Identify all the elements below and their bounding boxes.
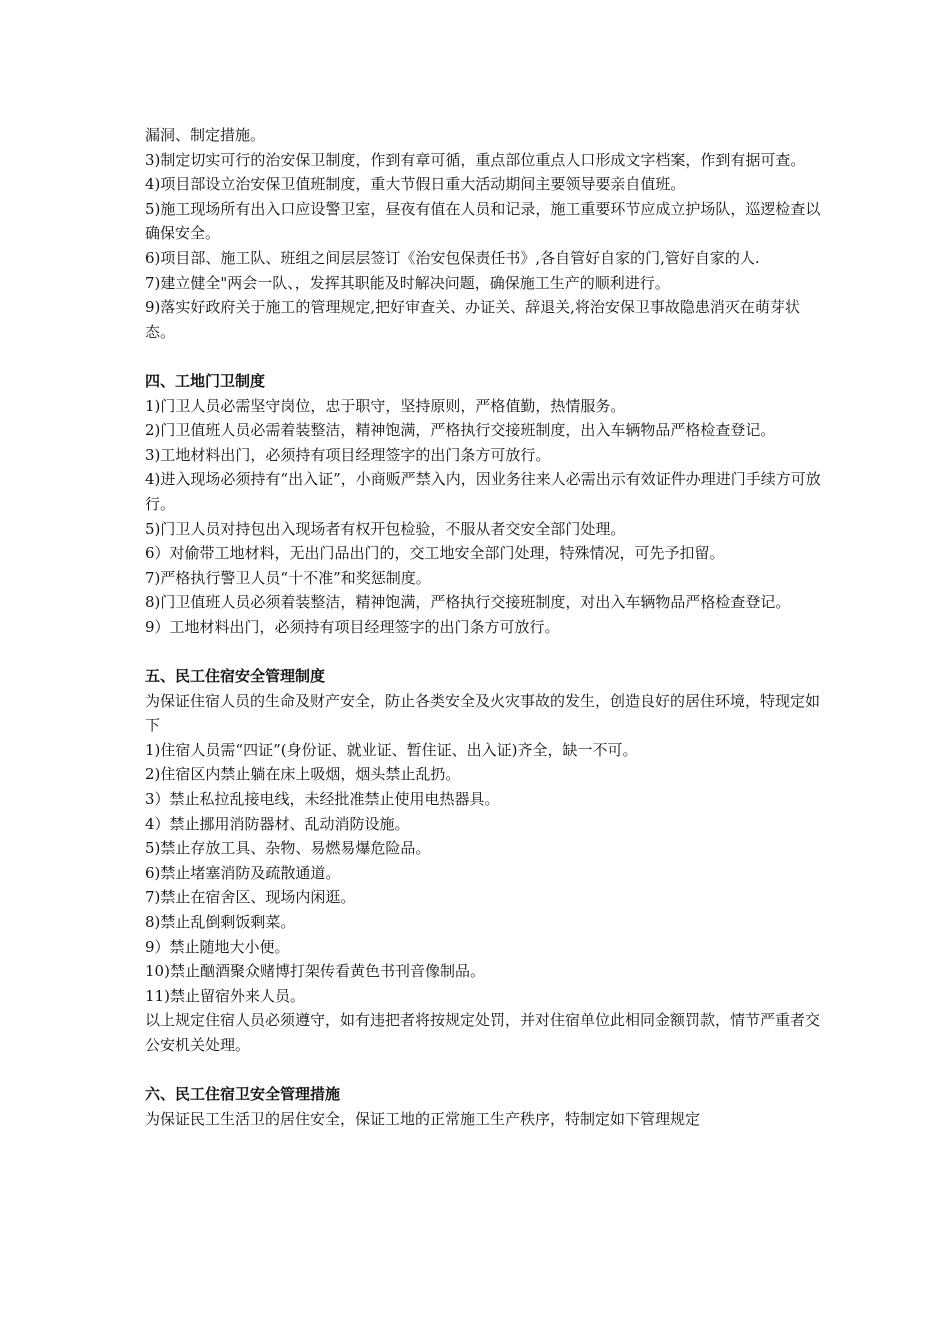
document-page: [145, 123, 825, 1131]
paragraph: 9)落实好政府关于施工的管理规定,把好审查关、办证关、辞退关,将治安保卫事故隐患消灭在萌芽状态。: [145, 298, 800, 341]
section-spacer: [145, 639, 825, 664]
paragraph: 6)禁止堵塞消防及疏散通道。: [145, 863, 341, 882]
paragraph: 8)门卫值班人员必须着装整洁，精神饱满，严格执行交接班制度，对出入车辆物品严格检查登记。: [145, 593, 791, 612]
paragraph: 8)禁止乱倒剩饭剩菜。: [145, 913, 296, 931]
paragraph: 3）禁止私拉乱接电线，未经批准禁止使用电热器具。: [145, 790, 500, 809]
paragraph: 为保证民工生活卫的居住安全，保证工地的正常施工生产秩序，特制定如下管理规定: [145, 1109, 701, 1128]
paragraph: 漏洞、制定措施。: [145, 126, 266, 144]
paragraph: 10)禁止酗酒聚众赌博打架传看黄色书刊音像制品。: [145, 962, 485, 981]
paragraph: 6)项目部、施工队、班组之间层层签订《治安包保责任书》,各自管好自家的门,管好自家的人.: [145, 248, 760, 267]
paragraph: 4)项目部设立治安保卫值班制度，重大节假日重大活动期间主要领导要亲自值班。: [145, 175, 686, 194]
paragraph: 1)住宿人员需“四证”(身份证、就业证、暂住证、出入证)齐全，缺一不可。: [145, 740, 638, 759]
paragraph: 3)制定切实可行的治安保卫制度，作到有章可循，重点部位重点人口形成文字档案，作到有据可查。: [145, 150, 806, 169]
paragraph: 2)住宿区内禁止躺在床上吸烟，烟头禁止乱扔。: [145, 765, 461, 784]
paragraph: 4）禁止挪用消防器材、乱动消防设施。: [145, 814, 410, 833]
paragraph: 7)建立健全"两会一队、，发挥其职能及时解决问题，确保施工生产的顺利进行。: [145, 273, 670, 292]
paragraph: 7)严格执行警卫人员“十不准”和奖惩制度。: [145, 568, 431, 587]
paragraph: 为保证住宿人员的生命及财产安全，防止各类安全及火灾事故的发生，创造良好的居住环境，特现定如下: [145, 691, 821, 735]
section-5: [145, 664, 825, 1058]
paragraph: 4)进入现场必须持有“出入证”，小商贩严禁入内，因业务往来人必需出示有效证件办理进门手续方可放行。: [145, 470, 821, 513]
paragraph: 9）禁止随地大小便。: [145, 937, 290, 956]
section-heading: 五、民工住宿安全管理制度: [145, 667, 326, 686]
section-4: [145, 369, 825, 640]
paragraph: 以上规定住宿人员必须遵守，如有违把者将按规定处罚，并对住宿单位此相同金额罚款，情节严重者交公安机关处理。: [145, 1011, 821, 1054]
paragraph: 1)门卫人员必需坚守岗位，忠于职守，坚持原则，严格值勤，热情服务。: [145, 396, 626, 415]
section-6: [145, 1082, 825, 1131]
paragraph: 5)门卫人员对持包出入现场者有权开包检验，不服从者交安全部门处理。: [145, 519, 626, 538]
section-3-tail: [145, 123, 825, 344]
section-heading: 六、民工住宿卫安全管理措施: [145, 1085, 341, 1104]
paragraph: 9）工地材料出门，必须持有项目经理签字的出门条方可放行。: [145, 617, 560, 636]
paragraph: 7)禁止在宿舍区、现场内闲逛。: [145, 888, 356, 907]
paragraph: 3)工地材料出门，必须持有项目经理签字的出门条方可放行。: [145, 445, 551, 464]
paragraph: 5)禁止存放工具、杂物、易燃易爆危险品。: [145, 839, 431, 858]
paragraph: 2)门卫值班人员必需着装整洁，精神饱满，严格执行交接班制度，出入车辆物品严格检查登记。: [145, 421, 776, 440]
section-spacer: [145, 1058, 825, 1083]
section-heading: 四、工地门卫制度: [145, 371, 266, 390]
paragraph: 5)施工现场所有出入口应设警卫室，昼夜有值在人员和记录，施工重要环节应成立护场队，巡逻检查以确保安全。: [145, 199, 821, 243]
section-spacer: [145, 344, 825, 369]
paragraph: 11)禁止留宿外来人员。: [145, 986, 305, 1005]
paragraph: 6）对偷带工地材料，无出门品出门的，交工地安全部门处理，特殊情况，可先予扣留。: [145, 544, 725, 563]
